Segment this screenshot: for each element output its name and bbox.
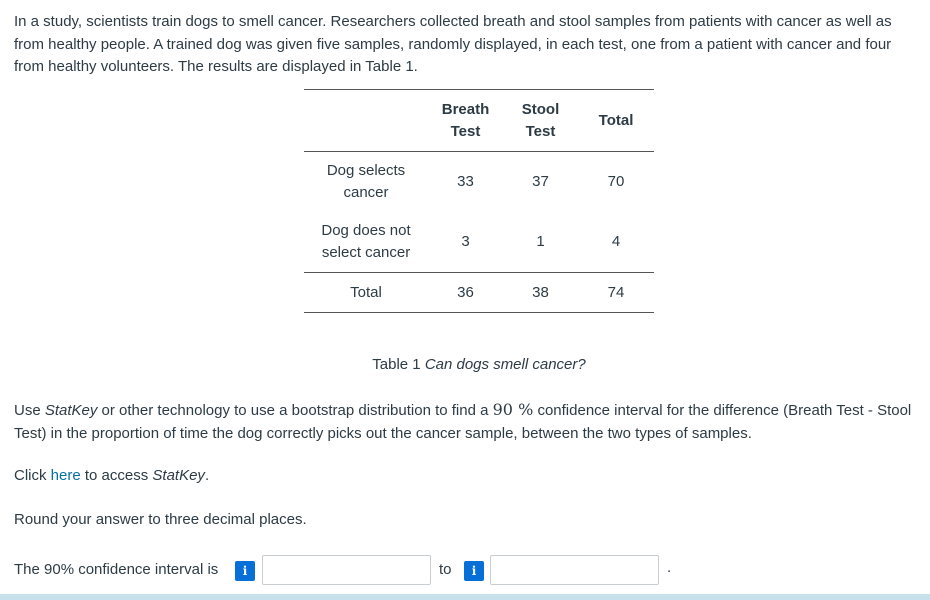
question-text (14, 399, 924, 445)
access-instruction (14, 465, 924, 488)
row-label-line2: select cancer (321, 244, 411, 261)
access-to: to access (80, 467, 153, 484)
row-label (304, 212, 428, 273)
cell-breath: 36 (457, 284, 474, 301)
info-icon[interactable]: i (235, 561, 255, 581)
cell-total: 70 (607, 173, 625, 190)
row-label-line2: cancer (343, 184, 389, 201)
statkey-name: StatKey (152, 467, 205, 484)
header-stool-line2: Test (525, 122, 556, 140)
header-stool-line1: Stool (521, 100, 560, 118)
header-stool-test (503, 90, 578, 152)
end-period: . (667, 559, 672, 576)
results-table (304, 89, 654, 313)
row-label-line1: Dog does not (321, 222, 411, 239)
question-use: Use (14, 402, 45, 419)
table-row-total (304, 273, 654, 313)
bottom-divider (0, 594, 930, 600)
access-end: . (204, 467, 210, 484)
upper-bound-input[interactable] (490, 555, 659, 585)
confidence-percent: 90 % (492, 400, 534, 419)
header-breath-test (428, 90, 503, 152)
row-label-line1: Dog selects (326, 162, 406, 179)
row-label (304, 152, 428, 213)
info-icon[interactable]: i (464, 561, 484, 581)
answer-row (14, 555, 924, 587)
header-total: Total (598, 111, 634, 129)
question-rest: confidence interval for the difference (Breath Test - Stool Test) in the proportion of time the dog correctly picks out the cancer sample, between the two types of samples. (14, 402, 912, 442)
cell-breath: 3 (461, 233, 470, 250)
to-label: to (439, 561, 452, 578)
access-click: Click (14, 467, 51, 484)
cell-stool: 1 (536, 233, 545, 250)
question-mid: or other technology to use a bootstrap distribution to find a (97, 402, 493, 419)
rounding-instruction: Round your answer to three decimal places. (14, 511, 307, 528)
row-label: Total (350, 284, 382, 301)
cell-stool: 38 (532, 284, 549, 301)
answer-label: The 90% confidence interval is (14, 561, 219, 578)
caption-title: Can dogs smell cancer? (424, 356, 586, 373)
contingency-table (304, 89, 654, 313)
header-breath-line1: Breath (441, 100, 490, 118)
header-blank (304, 90, 428, 152)
cell-breath: 33 (457, 173, 474, 190)
table-row (304, 212, 654, 273)
cell-stool: 37 (532, 173, 549, 190)
problem-intro: In a study, scientists train dogs to smell cancer. Researchers collected breath and stool samples from patients with cancer as well as from healthy people. A trained dog was given five samples, randomly displayed, in each test, one from a patient with cancer and four from healthy volunteers. The results are displayed in Table 1. (14, 13, 892, 75)
table-caption (0, 356, 930, 373)
statkey-name: StatKey (44, 402, 98, 419)
cell-total: 74 (607, 284, 625, 301)
caption-prefix: Table 1 (372, 356, 425, 373)
table-header-row (304, 90, 654, 152)
lower-bound-input[interactable] (262, 555, 431, 585)
header-breath-line2: Test (450, 122, 481, 140)
cell-total: 4 (611, 233, 621, 250)
table-row (304, 152, 654, 213)
statkey-link[interactable]: here (50, 467, 81, 484)
